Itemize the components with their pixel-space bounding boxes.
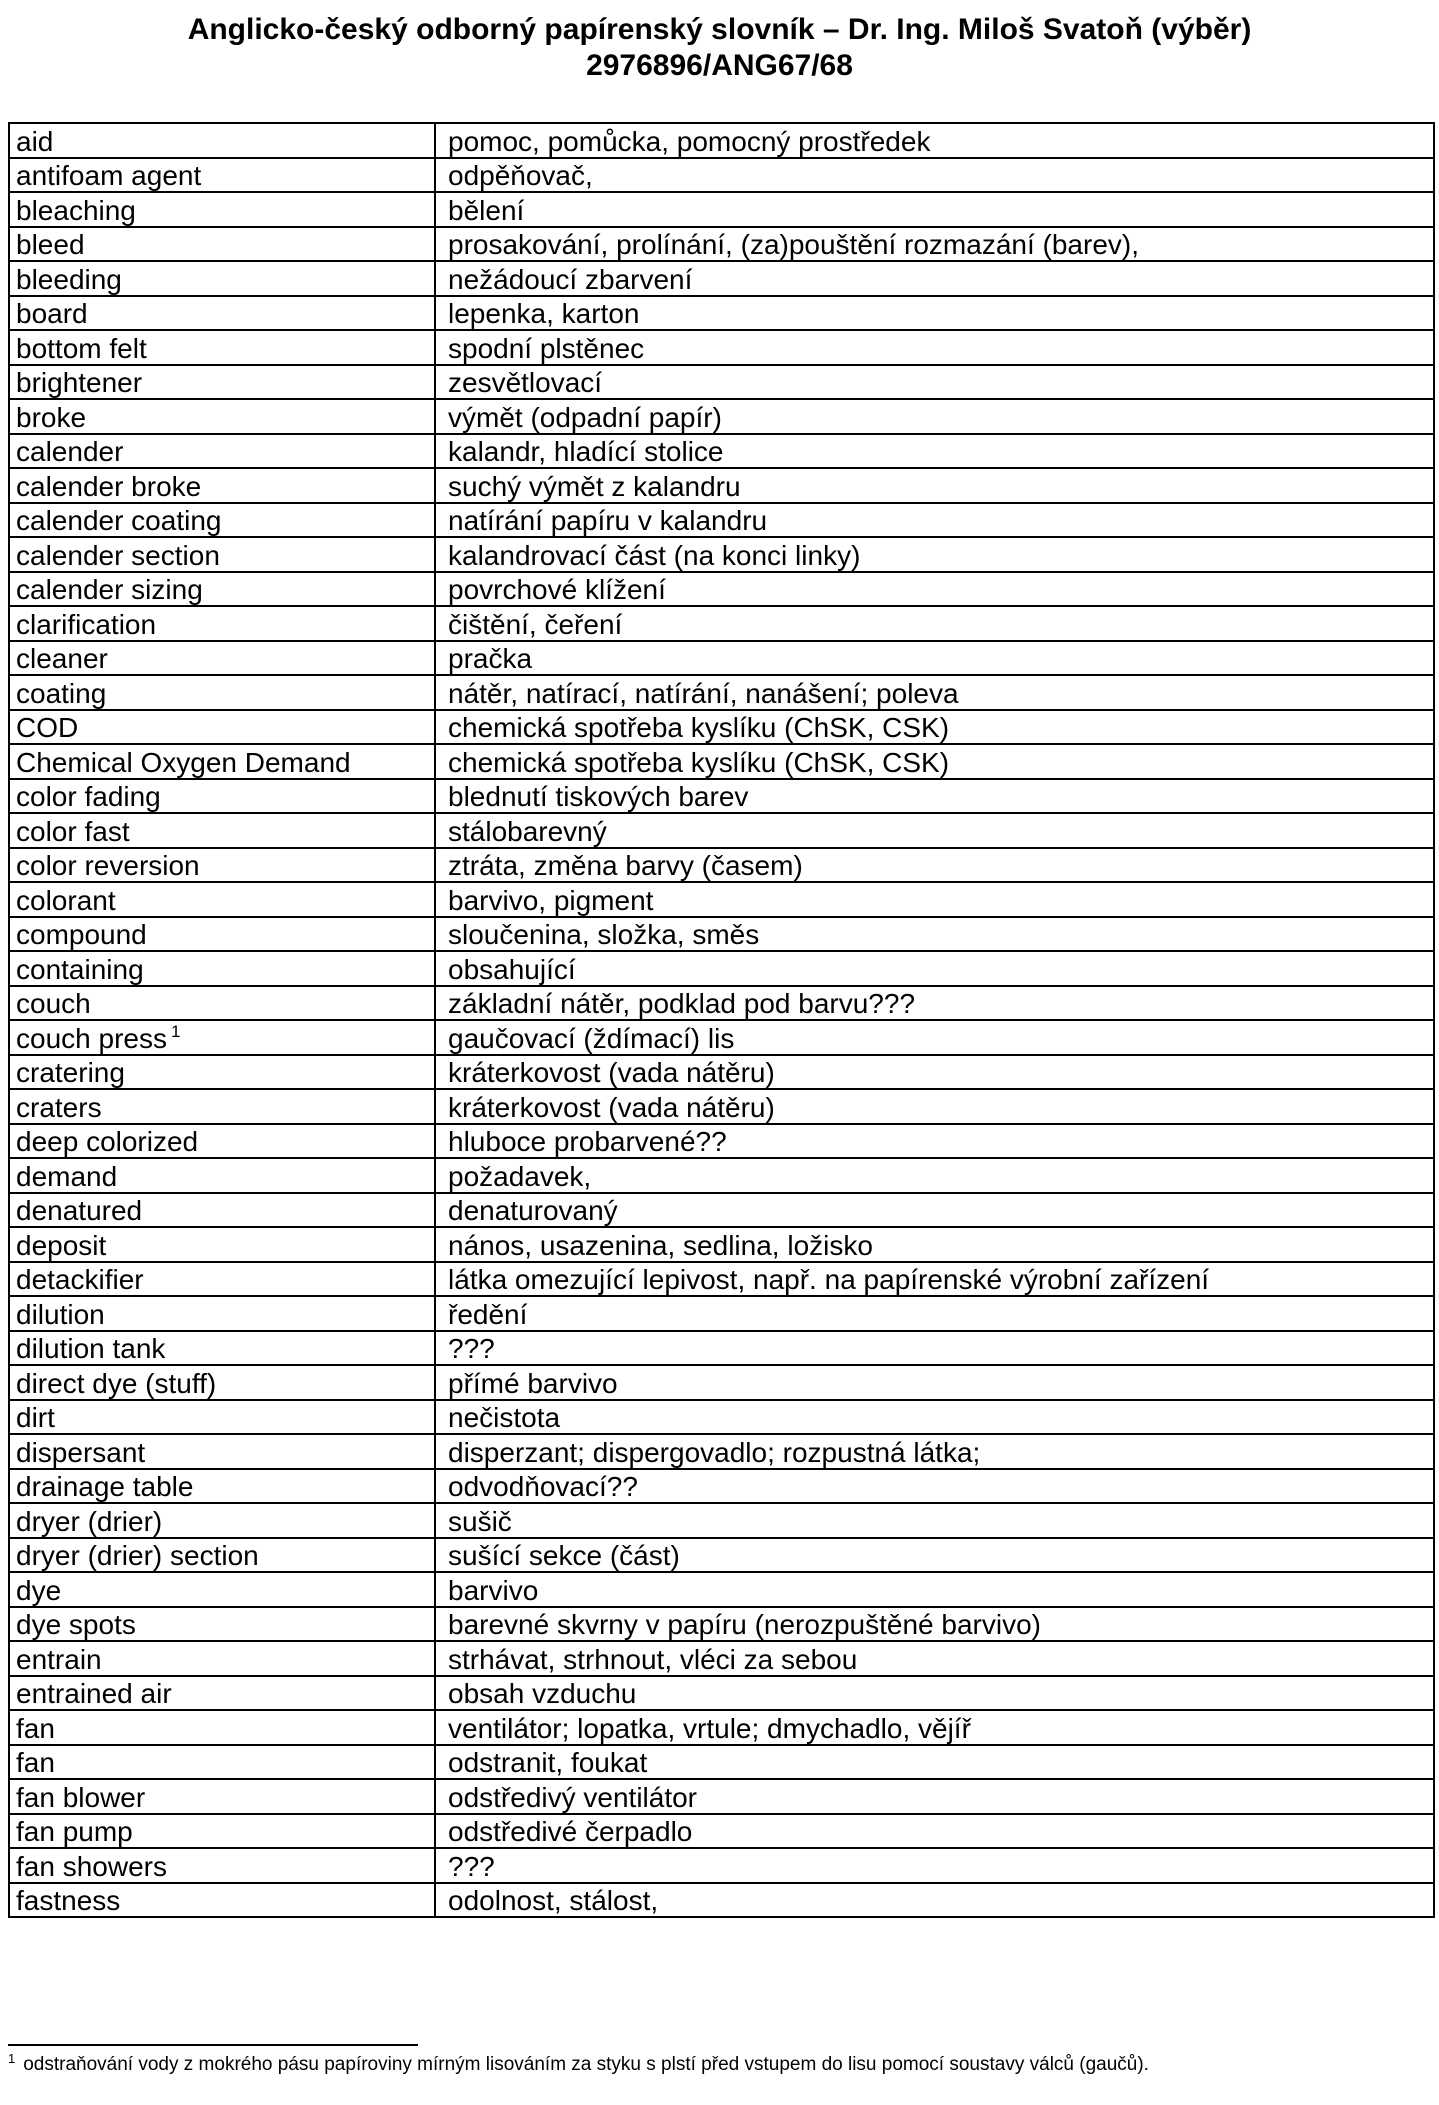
czech-translation: chemická spotřeba kyslíku (ChSK, CSK) <box>448 712 950 743</box>
english-term-cell <box>9 1503 435 1538</box>
footnote-reference: 1 <box>170 1022 181 1042</box>
english-term: color fast <box>16 815 130 847</box>
english-term: compound <box>16 919 147 950</box>
english-term: couch press <box>16 1022 167 1054</box>
english-term: Chemical Oxygen Demand <box>16 746 351 778</box>
english-term-cell <box>9 1814 435 1849</box>
english-term: cratering <box>16 1057 125 1088</box>
english-term: deposit <box>16 1229 107 1261</box>
glossary-row <box>9 1331 1434 1366</box>
glossary-row <box>9 434 1434 469</box>
glossary-row <box>9 192 1434 227</box>
czech-translation: chemická spotřeba kyslíku (ChSK, CSK) <box>448 746 950 778</box>
czech-translation-cell <box>435 434 1434 469</box>
english-term-cell <box>9 710 435 745</box>
english-term-cell <box>9 296 435 331</box>
english-term-cell <box>9 848 435 883</box>
glossary-row <box>9 1572 1434 1607</box>
czech-translation: čištění, čeření <box>448 608 623 640</box>
glossary-row <box>9 1883 1434 1918</box>
czech-translation-cell <box>435 503 1434 538</box>
english-term-cell <box>9 675 435 710</box>
english-term-cell <box>9 1779 435 1814</box>
english-term-cell <box>9 951 435 986</box>
czech-translation: barvivo <box>448 1574 539 1606</box>
english-term: drainage table <box>16 1471 194 1502</box>
english-term-cell <box>9 1158 435 1193</box>
glossary-row <box>9 1814 1434 1849</box>
english-term: aid <box>16 125 54 157</box>
english-term: craters <box>16 1091 102 1123</box>
english-term-cell <box>9 1641 435 1676</box>
english-term-cell <box>9 986 435 1021</box>
czech-translation: suchý výmět z kalandru <box>448 470 741 502</box>
english-term-cell <box>9 813 435 848</box>
czech-translation: pračka <box>448 643 533 674</box>
glossary-row <box>9 917 1434 952</box>
english-term: demand <box>16 1160 118 1192</box>
english-term: fan pump <box>16 1816 133 1847</box>
english-term: broke <box>16 401 87 433</box>
english-term-cell <box>9 572 435 607</box>
czech-translation-cell <box>435 1158 1434 1193</box>
glossary-row <box>9 951 1434 986</box>
english-term: bleaching <box>16 194 136 226</box>
czech-translation: barevné skvrny v papíru (nerozpuštěné barvivo) <box>448 1609 1041 1640</box>
czech-translation: stálobarevný <box>448 815 607 847</box>
english-term-cell <box>9 641 435 676</box>
czech-translation-cell <box>435 1572 1434 1607</box>
czech-translation: lepenka, karton <box>448 298 640 329</box>
english-term-cell <box>9 606 435 641</box>
czech-translation: prosakování, prolínání, (za)pouštění rozmazání (barev), <box>448 229 1140 260</box>
english-term: bleeding <box>16 263 122 295</box>
czech-translation-cell <box>435 1745 1434 1780</box>
glossary-row <box>9 158 1434 193</box>
glossary-row <box>9 1848 1434 1883</box>
czech-translation-cell <box>435 1538 1434 1573</box>
czech-translation-cell <box>435 1193 1434 1228</box>
english-term: dye <box>16 1574 62 1606</box>
czech-translation: kalandr, hladící stolice <box>448 436 724 467</box>
english-term: clarification <box>16 608 157 640</box>
glossary-row <box>9 1296 1434 1331</box>
czech-translation: barvivo, pigment <box>448 884 654 916</box>
czech-translation: odvodňovací?? <box>448 1471 638 1502</box>
glossary-row <box>9 1262 1434 1297</box>
english-term-cell <box>9 468 435 503</box>
czech-translation: povrchové klížení <box>448 574 666 605</box>
footnote-text: odstraňování vody z mokrého pásu papíroviny mírným lisováním za styku s plstí před vstupem do lisu pomocí soustavy válců (gaučů). <box>23 2054 1149 2075</box>
glossary-row <box>9 296 1434 331</box>
czech-translation: látka omezující lepivost, např. na papírenské výrobní zařízení <box>448 1264 1210 1295</box>
english-term-cell <box>9 1538 435 1573</box>
czech-translation-cell <box>435 1710 1434 1745</box>
glossary-row <box>9 813 1434 848</box>
english-term-cell <box>9 1193 435 1228</box>
english-term-cell <box>9 1676 435 1711</box>
english-term: entrained air <box>16 1678 172 1709</box>
czech-translation: ??? <box>448 1850 495 1882</box>
czech-translation: odstředivé čerpadlo <box>448 1816 693 1847</box>
czech-translation-cell <box>435 951 1434 986</box>
english-term-cell <box>9 1055 435 1090</box>
english-term: colorant <box>16 884 116 916</box>
glossary-row <box>9 1434 1434 1469</box>
czech-translation-cell <box>435 1227 1434 1262</box>
document-code: 2976896/ANG67/68 <box>586 49 853 82</box>
czech-translation-cell <box>435 1296 1434 1331</box>
czech-translation-cell <box>435 468 1434 503</box>
english-term-cell <box>9 1572 435 1607</box>
english-term: bottom felt <box>16 332 147 364</box>
footnote <box>8 2050 1428 2076</box>
english-term-cell <box>9 537 435 572</box>
english-term-cell <box>9 779 435 814</box>
czech-translation: obsah vzduchu <box>448 1678 637 1709</box>
english-term-cell <box>9 1262 435 1297</box>
czech-translation-cell <box>435 330 1434 365</box>
czech-translation-cell <box>435 1503 1434 1538</box>
czech-translation-cell <box>435 813 1434 848</box>
czech-translation-cell <box>435 399 1434 434</box>
czech-translation: ventilátor; lopatka, vrtule; dmychadlo, vějíř <box>448 1712 971 1744</box>
english-term: deep colorized <box>16 1126 199 1157</box>
czech-translation-cell <box>435 1641 1434 1676</box>
english-term: calender section <box>16 539 220 571</box>
czech-translation-cell <box>435 1365 1434 1400</box>
czech-translation-cell <box>435 1848 1434 1883</box>
english-term-cell <box>9 1124 435 1159</box>
english-term-cell <box>9 1227 435 1262</box>
english-term-cell <box>9 744 435 779</box>
czech-translation-cell <box>435 606 1434 641</box>
czech-translation-cell <box>435 192 1434 227</box>
czech-translation-cell <box>435 296 1434 331</box>
page-title: Anglicko-český odborný papírenský slovník – Dr. Ing. Miloš Svatoň (výběr) <box>187 13 1252 46</box>
glossary-row <box>9 1055 1434 1090</box>
glossary-row <box>9 399 1434 434</box>
glossary-row <box>9 1710 1434 1745</box>
czech-translation: kalandrovací část (na konci linky) <box>448 539 861 571</box>
czech-translation: ztráta, změna barvy (časem) <box>448 850 803 881</box>
czech-translation-cell <box>435 1331 1434 1366</box>
english-term-cell <box>9 503 435 538</box>
czech-translation: nežádoucí zbarvení <box>448 263 693 295</box>
english-term-cell <box>9 1848 435 1883</box>
english-term: direct dye (stuff) <box>16 1367 217 1399</box>
czech-translation: nečistota <box>448 1402 561 1433</box>
english-term-cell <box>9 917 435 952</box>
english-term-cell <box>9 1296 435 1331</box>
glossary-row <box>9 1158 1434 1193</box>
english-term: dryer (drier) section <box>16 1540 259 1571</box>
glossary-row <box>9 503 1434 538</box>
glossary-row <box>9 1227 1434 1262</box>
czech-translation-cell <box>435 1055 1434 1090</box>
czech-translation-cell <box>435 1779 1434 1814</box>
glossary-row <box>9 1193 1434 1228</box>
english-term-cell <box>9 227 435 262</box>
czech-translation-cell <box>435 261 1434 296</box>
english-term: calender coating <box>16 505 222 536</box>
czech-translation-cell <box>435 537 1434 572</box>
czech-translation: odolnost, stálost, <box>448 1885 659 1916</box>
glossary-row <box>9 365 1434 400</box>
czech-translation-cell <box>435 1124 1434 1159</box>
glossary-row <box>9 1089 1434 1124</box>
czech-translation: odpěňovač, <box>448 160 593 191</box>
glossary-row <box>9 330 1434 365</box>
glossary-row <box>9 1538 1434 1573</box>
czech-translation-cell <box>435 1262 1434 1297</box>
english-term-cell <box>9 882 435 917</box>
czech-translation-cell <box>435 986 1434 1021</box>
czech-translation: denaturovaný <box>448 1195 618 1226</box>
czech-translation-cell <box>435 365 1434 400</box>
english-term: calender broke <box>16 470 202 502</box>
czech-translation: výmět (odpadní papír) <box>448 401 722 433</box>
czech-translation: disperzant; dispergovadlo; rozpustná látka; <box>448 1436 981 1468</box>
english-term-cell <box>9 158 435 193</box>
glossary-row <box>9 1020 1434 1055</box>
english-term: color fading <box>16 781 161 812</box>
czech-translation: přímé barvivo <box>448 1367 618 1399</box>
english-term-cell <box>9 1883 435 1918</box>
czech-translation: pomoc, pomůcka, pomocný prostředek <box>448 125 931 157</box>
english-term-cell <box>9 365 435 400</box>
english-term: containing <box>16 953 144 985</box>
czech-translation-cell <box>435 744 1434 779</box>
english-term: dilution <box>16 1298 105 1330</box>
english-term: denatured <box>16 1195 143 1226</box>
glossary-row <box>9 1503 1434 1538</box>
english-term-cell <box>9 261 435 296</box>
glossary-row <box>9 848 1434 883</box>
english-term: COD <box>16 712 79 743</box>
czech-translation: natírání papíru v kalandru <box>448 505 768 536</box>
english-term-cell <box>9 1745 435 1780</box>
glossary-row <box>9 1124 1434 1159</box>
glossary-row <box>9 1469 1434 1504</box>
english-term: coating <box>16 677 107 709</box>
czech-translation: ředění <box>448 1298 528 1330</box>
glossary-row <box>9 227 1434 262</box>
czech-translation-cell <box>435 572 1434 607</box>
english-term: fan <box>16 1712 55 1744</box>
english-term-cell <box>9 1020 435 1055</box>
czech-translation: hluboce probarvené?? <box>448 1126 727 1157</box>
czech-translation-cell <box>435 1020 1434 1055</box>
footnote-marker: 1 <box>8 2050 16 2066</box>
czech-translation-cell <box>435 1469 1434 1504</box>
czech-translation-cell <box>435 1400 1434 1435</box>
english-term: color reversion <box>16 850 200 881</box>
czech-translation-cell <box>435 1883 1434 1918</box>
english-term: board <box>16 298 88 329</box>
czech-translation-cell <box>435 158 1434 193</box>
english-term: calender sizing <box>16 574 203 605</box>
czech-translation: sloučenina, složka, směs <box>448 919 760 950</box>
czech-translation: odstředivý ventilátor <box>448 1781 698 1813</box>
english-term: fan <box>16 1747 55 1778</box>
czech-translation: sušící sekce (část) <box>448 1540 680 1571</box>
czech-translation: základní nátěr, podklad pod barvu??? <box>448 988 916 1019</box>
english-term-cell <box>9 330 435 365</box>
glossary-row <box>9 1641 1434 1676</box>
glossary-row <box>9 572 1434 607</box>
czech-translation: kráterkovost (vada nátěru) <box>448 1057 775 1088</box>
glossary-row <box>9 123 1434 158</box>
czech-translation-cell <box>435 1434 1434 1469</box>
english-term-cell <box>9 1089 435 1124</box>
czech-translation: ??? <box>448 1333 495 1364</box>
english-term: entrain <box>16 1643 102 1675</box>
glossary-row <box>9 675 1434 710</box>
czech-translation-cell <box>435 710 1434 745</box>
czech-translation: nános, usazenina, sedlina, ložisko <box>448 1229 873 1261</box>
czech-translation-cell <box>435 1089 1434 1124</box>
czech-translation-cell <box>435 1814 1434 1849</box>
glossary-row <box>9 744 1434 779</box>
czech-translation: blednutí tiskových barev <box>448 781 749 812</box>
glossary-row <box>9 882 1434 917</box>
glossary-row <box>9 606 1434 641</box>
glossary-row <box>9 261 1434 296</box>
english-term-cell <box>9 1331 435 1366</box>
czech-translation: odstranit, foukat <box>448 1747 648 1778</box>
czech-translation-cell <box>435 882 1434 917</box>
english-term-cell <box>9 1434 435 1469</box>
glossary-row <box>9 710 1434 745</box>
glossary-row <box>9 1365 1434 1400</box>
czech-translation: zesvětlovací <box>448 367 603 398</box>
czech-translation-cell <box>435 123 1434 158</box>
footnote-separator <box>8 2044 418 2046</box>
english-term-cell <box>9 123 435 158</box>
english-term: cleaner <box>16 643 108 674</box>
english-term: fastness <box>16 1885 121 1916</box>
czech-translation-cell <box>435 675 1434 710</box>
czech-translation: požadavek, <box>448 1160 592 1192</box>
czech-translation-cell <box>435 227 1434 262</box>
english-term: couch <box>16 988 91 1019</box>
czech-translation-cell <box>435 641 1434 676</box>
glossary-row <box>9 537 1434 572</box>
title-block <box>0 12 1439 84</box>
english-term-cell <box>9 1710 435 1745</box>
english-term: dirt <box>16 1402 55 1433</box>
english-term-cell <box>9 399 435 434</box>
english-term: bleed <box>16 229 85 260</box>
czech-translation: kráterkovost (vada nátěru) <box>448 1091 775 1123</box>
english-term: fan showers <box>16 1850 167 1882</box>
glossary-row <box>9 468 1434 503</box>
english-term-cell <box>9 434 435 469</box>
czech-translation: bělení <box>448 194 525 226</box>
english-term: detackifier <box>16 1264 144 1295</box>
glossary-row <box>9 1779 1434 1814</box>
english-term: brightener <box>16 367 143 398</box>
glossary-row <box>9 779 1434 814</box>
czech-translation-cell <box>435 848 1434 883</box>
czech-translation: gaučovací (ždímací) lis <box>448 1022 735 1054</box>
glossary-row <box>9 1676 1434 1711</box>
english-term: dilution tank <box>16 1333 166 1364</box>
english-term-cell <box>9 1365 435 1400</box>
glossary-table-body <box>9 123 1434 1917</box>
glossary-row <box>9 1745 1434 1780</box>
czech-translation-cell <box>435 1676 1434 1711</box>
czech-translation: strhávat, strhnout, vléci za sebou <box>448 1643 858 1675</box>
english-term: dispersant <box>16 1436 146 1468</box>
czech-translation-cell <box>435 917 1434 952</box>
english-term-cell <box>9 1469 435 1504</box>
english-term: calender <box>16 436 124 467</box>
czech-translation: spodní plstěnec <box>448 332 645 364</box>
czech-translation: nátěr, natírací, natírání, nanášení; poleva <box>448 677 959 709</box>
glossary-row <box>9 986 1434 1021</box>
english-term: fan blower <box>16 1781 146 1813</box>
czech-translation-cell <box>435 1607 1434 1642</box>
english-term-cell <box>9 1607 435 1642</box>
english-term: dye spots <box>16 1609 136 1640</box>
glossary-row <box>9 1607 1434 1642</box>
english-term: antifoam agent <box>16 160 202 191</box>
glossary-row <box>9 1400 1434 1435</box>
czech-translation-cell <box>435 779 1434 814</box>
czech-translation: obsahující <box>448 953 576 985</box>
english-term-cell <box>9 1400 435 1435</box>
glossary-table <box>8 122 1435 1918</box>
english-term: dryer (drier) <box>16 1505 163 1537</box>
czech-translation: sušič <box>448 1505 512 1537</box>
english-term-cell <box>9 192 435 227</box>
glossary-row <box>9 641 1434 676</box>
